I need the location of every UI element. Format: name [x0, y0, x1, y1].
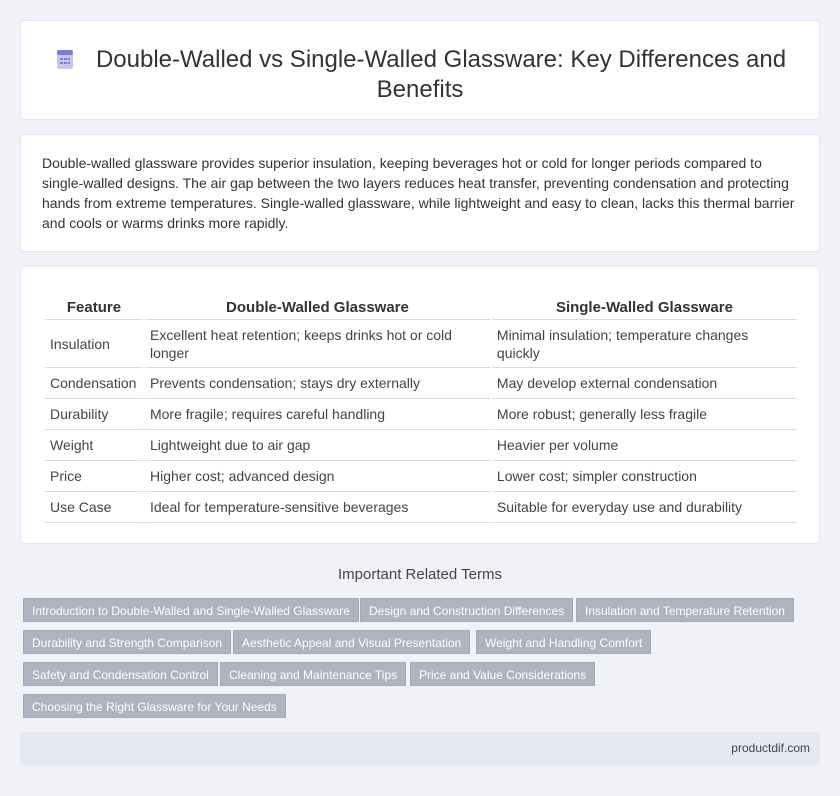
footer-site-link[interactable]: productdif.com	[731, 741, 810, 755]
table-row	[45, 430, 797, 461]
table-cell: Higher cost; advanced design	[145, 461, 490, 492]
intro-paragraph: Double-walled glassware provides superior insulation, keeping beverages hot or cold for longer periods compared to single-walled designs. The air gap between the two layers reduces heat transfer, preventing condensation and protecting hands from extreme temperatures. Single-walled glassware, while lightweight and easy to clean, lacks this thermal barrier and cools or warms drinks more rapidly.	[42, 155, 795, 231]
related-term-tag[interactable]: Safety and Condensation Control	[23, 662, 218, 686]
table-cell: Suitable for everyday use and durability	[492, 492, 797, 523]
column-header-double-walled: Double-Walled Glassware	[145, 295, 490, 320]
table-cell: Excellent heat retention; keeps drinks hot or cold longer	[145, 320, 490, 368]
table-cell: Ideal for temperature-sensitive beverages	[145, 492, 490, 523]
table-cell: Condensation	[45, 368, 143, 399]
related-terms-title: Important Related Terms	[338, 566, 502, 583]
column-header-feature: Feature	[45, 295, 143, 320]
table-cell: Durability	[45, 399, 143, 430]
table-header-row	[45, 295, 797, 320]
column-header-single-walled: Single-Walled Glassware	[492, 295, 797, 320]
table-cell: Weight	[45, 430, 143, 461]
footer	[20, 732, 820, 766]
page-title-row	[21, 45, 819, 105]
table-row	[45, 368, 797, 399]
table-cell: Use Case	[45, 492, 143, 523]
related-term-tag[interactable]: Durability and Strength Comparison	[23, 630, 231, 654]
page-title: Double-Walled vs Single-Walled Glassware: Key Differences and Benefits	[95, 46, 787, 103]
document-icon	[54, 48, 76, 70]
table-cell: Prevents condensation; stays dry externally	[145, 368, 490, 399]
header-card	[20, 20, 820, 120]
table-cell: Heavier per volume	[492, 430, 797, 461]
related-term-tag[interactable]: Cleaning and Maintenance Tips	[220, 662, 406, 686]
table-row	[45, 492, 797, 523]
table-cell: Lightweight due to air gap	[145, 430, 490, 461]
table-cell: Insulation	[45, 320, 143, 368]
table-cell: Price	[45, 461, 143, 492]
related-term-tag[interactable]: Choosing the Right Glassware for Your Needs	[23, 694, 286, 718]
table-row	[45, 399, 797, 430]
table-cell: Lower cost; simpler construction	[492, 461, 797, 492]
comparison-table	[43, 295, 799, 523]
table-cell: More fragile; requires careful handling	[145, 399, 490, 430]
comparison-card	[20, 266, 820, 544]
table-cell: Minimal insulation; temperature changes quickly	[492, 320, 797, 368]
related-term-tag[interactable]: Price and Value Considerations	[410, 662, 595, 686]
related-term-tag[interactable]: Insulation and Temperature Retention	[576, 598, 794, 622]
related-term-tag[interactable]: Design and Construction Differences	[360, 598, 573, 622]
related-term-tag[interactable]: Aesthetic Appeal and Visual Presentation	[233, 630, 470, 654]
related-term-tag[interactable]: Introduction to Double-Walled and Single-Walled Glassware	[23, 598, 359, 622]
table-row	[45, 461, 797, 492]
intro-card	[20, 134, 820, 252]
table-cell: More robust; generally less fragile	[492, 399, 797, 430]
table-cell: May develop external condensation	[492, 368, 797, 399]
table-row	[45, 320, 797, 368]
related-term-tag[interactable]: Weight and Handling Comfort	[476, 630, 651, 654]
